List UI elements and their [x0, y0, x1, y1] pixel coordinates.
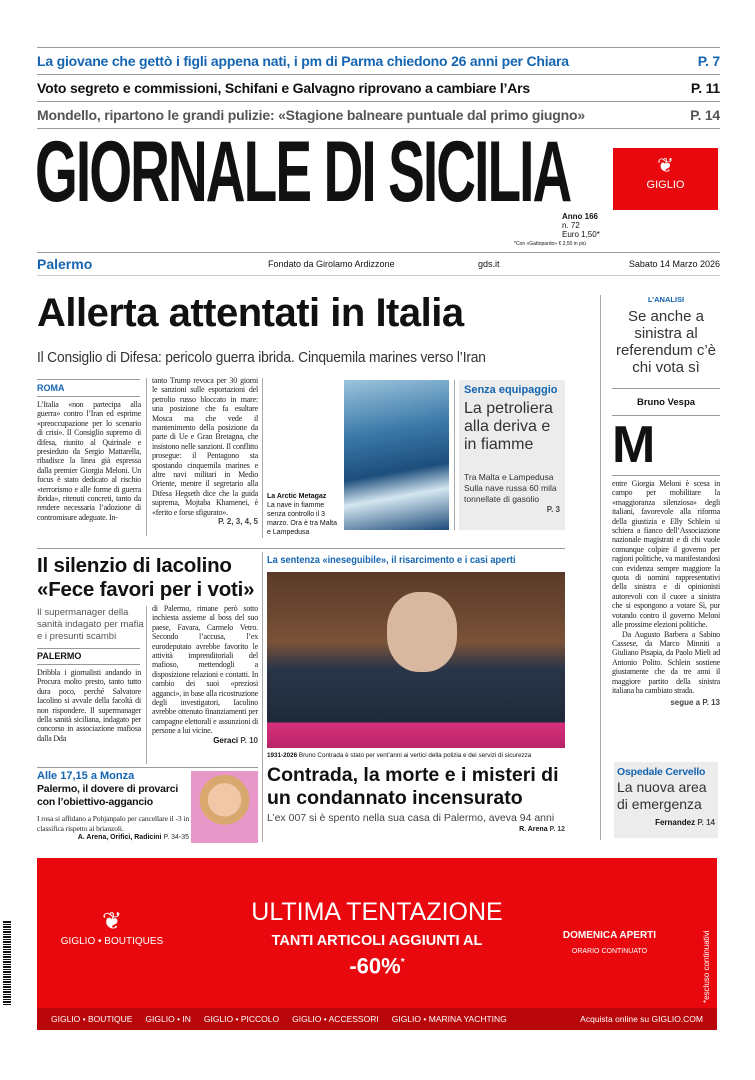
ship-photo[interactable] — [344, 380, 449, 530]
column-divider — [146, 606, 147, 764]
ad-footer: GIGLIO • BOUTIQUE GIGLIO • IN GIGLIO • PICCOLO GIGLIO • ACCESSORI GIGLIO • MARINA YACHTING Acquista online su GIGLIO.COM — [37, 1008, 717, 1030]
analisi-body — [612, 479, 720, 708]
ad-disclaimer: *escluso continuativi — [702, 930, 711, 1003]
column-divider — [600, 295, 601, 840]
iacolino-subhead: Il supermanager della sanità indagato per mafia e i presunti scambi — [37, 607, 144, 642]
giglio-advertisement[interactable] — [37, 858, 717, 1030]
analisi-header[interactable]: L’ANALISI Se anche a sinistra al referendum c’è chi vota sì — [615, 295, 717, 376]
contrada-photo[interactable] — [267, 572, 565, 748]
ad-online-link[interactable]: Acquista online su GIGLIO.COM — [580, 1014, 703, 1024]
edition-city: Palermo — [37, 256, 93, 272]
divider — [37, 767, 258, 768]
iacolino-headline[interactable]: Il silenzio di Iacolino «Fece favori per i voti» — [37, 554, 255, 601]
divider — [612, 475, 720, 476]
divider — [37, 252, 720, 253]
iacolino-text-col1: Dribbla i giornalisti andando in Procura molto presto, tanto tutto dura poco, perché Salvatore Iacolino si avvale della facoltà di non rispondere. Il supermanager della sanità siciliana, indagato per concorso in associazione mafiosa dalla Dda — [37, 668, 141, 743]
divider — [37, 128, 720, 129]
lily-icon: ❦ — [657, 155, 674, 177]
ad-brand: ❦ GIGLIO • BOUTIQUES — [57, 908, 167, 948]
ad-opening: DOMENICA APERTI ORARIO CONTINUATO — [562, 930, 657, 955]
divider — [37, 396, 140, 397]
iacolino-col2-block — [152, 604, 258, 745]
sponsor-logo: ❦ GIGLIO — [613, 148, 718, 210]
lead-pages[interactable]: P. 2, 3, 4, 5 — [218, 517, 258, 527]
divider — [37, 47, 720, 48]
analisi-text-2: Da Augusto Barbera a Sabino Cassese, da Marco Minniti a Giuliano Pisapia, da Paolo Mieli ad Antonio Polito. Schlein sostiene giustamente che da tre anni il maggiore partito della sinistra italiana ha cambiato strada. — [612, 629, 720, 695]
divider — [37, 74, 720, 75]
column-divider — [454, 380, 455, 530]
divider — [37, 648, 140, 649]
player-photo[interactable] — [191, 771, 258, 843]
contrada-caption: 1931-2026 Bruno Contrada è stato per vent’anni ai vertici della polizia e dei servizi di sicurezza — [267, 752, 532, 759]
teaser-text: La giovane che gettò i figli appena nati, i pm di Parma chiedono 26 anni per Chiara — [37, 53, 569, 69]
teaser-text: Mondello, ripartono le grandi pulizie: «Stagione balneare puntuale dal primo giugno» — [37, 107, 585, 123]
dropcap: M — [612, 416, 656, 474]
divider — [37, 101, 720, 102]
analisi-author: Bruno Vespa — [636, 397, 696, 408]
contrada-credit[interactable]: R. Arena P. 12 — [519, 826, 565, 833]
lead-headline[interactable]: Allerta attentati in Italia — [37, 291, 464, 335]
divider — [37, 379, 140, 380]
issue-date: Sabato 14 Marzo 2026 — [628, 259, 720, 269]
lead-col2-block — [152, 376, 258, 527]
contrada-headline[interactable]: Contrada, la morte e i misteri di un condannato incensurato — [267, 764, 559, 809]
ship-caption: La Arctic Metagaz La nave in fiamme senza controllo il 3 marzo. Ora è tra Malta e Lampedusa — [267, 493, 338, 536]
analisi-continue-link[interactable]: segue a P. 13 — [670, 698, 720, 708]
lead-subhead: Il Consiglio di Difesa: pericolo guerra ibrida. Cinquemila marines verso l’Iran — [37, 349, 486, 366]
iacolino-text-col2: di Palermo, rimane però sotto inchiesta assieme al boss del suo paese, Favara, Carmelo Vetro. Secondo l’accusa, l’ex eurodeputato avrebbe favorito le attività imprenditoriali del mafioso, mettendogli a disposizione relazioni e contatti. In cambio dei suoi «preziosi agganci», in base alla ricostruzione degli investigatori, Iacolino avrebbe ottenuto finanziamenti per campagne elettorali e assunzioni di persone a lui vicine. — [152, 604, 258, 736]
lily-icon: ❦ — [101, 908, 123, 935]
teaser-text: Voto segreto e commissioni, Schifani e Galvagno riprovano a cambiare l’Ars — [37, 80, 530, 96]
lead-kicker: ROMA — [37, 383, 65, 393]
ad-main: ULTIMA TENTAZIONE TANTI ARTICOLI AGGIUNTI AL -60%* — [251, 898, 503, 979]
lead-text-col2: tanto Trump revoca per 30 giorni le sanzioni sulle esportazioni del petrolio russo bloccato in mare: una posizione che fa esultare Mosca ma che vede il mantenimento della posizione da parte di Ue e Gran Bretagna, che insistono nelle sanzioni. Il conflitto prosegue: il Pentagono sta spostando cinquemila marines e altre navi militari in Medio Oriente, mentre il segretario alla Difesa Hegseth dice che la guida suprema, Mojtaba Khamenei, è «ferito e forse sfigurato». — [152, 376, 258, 517]
masthead-logo: GIORNALE DI SICILIA — [35, 134, 571, 210]
contrada-subhead: L’ex 007 si è spento nella sua casa di Palermo, aveva 94 anni — [267, 812, 555, 824]
divider — [37, 275, 720, 276]
teaser-3[interactable] — [37, 106, 720, 124]
lead-text-col1: L’Italia «non partecipa alla guerra» contro l’Iran ed esprime «preoccupazione per lo scenario di crisi». Il Consiglio supremo di difesa, riunito al Quirinale e presieduto da Sergio Mattarella, ribadisce la linea già espressa dalla premier Giorgia Meloni. Un focus è stato dedicato al rischio «terrorismo e alle forme di guerra ibrida», ritenuti concreti, tanto da rendere necessaria l’adozione di contromisure adeguate. In- — [37, 400, 141, 522]
column-divider — [262, 552, 263, 842]
teaser-page: P. 14 — [690, 107, 720, 123]
analisi-text: entre Giorgia Meloni è scesa in campo per mobilitare la «maggioranza silenziosa» degli italiani, favorevole alla riforma della giustizia e Elly Schlein si schiera a fianco dell’Associazione nazionale magistrati e di chi vuole comunque colpire il governo per ragioni politiche, va manifestandosi con evidenza sempre maggiore la quota di uomini rappresentativi della sinistra e di opinionisti autorevoli con il cuore a sinistra che si espongono a votare Sì, pur votando contro il governo Meloni alle prossime elezioni politiche. — [612, 479, 720, 630]
cervello-box[interactable]: Ospedale Cervello La nuova area di emergenza Fernandez P. 14 — [614, 762, 718, 838]
teaser-page: P. 7 — [697, 53, 720, 69]
contrada-kicker: La sentenza «ineseguibile», il risarcimento e i casi aperti — [267, 554, 516, 566]
teaser-1[interactable] — [37, 52, 720, 70]
teaser-2[interactable] — [37, 79, 720, 97]
contrada-story — [267, 764, 567, 834]
column-divider — [262, 378, 263, 538]
barcode — [3, 920, 11, 1005]
founder: Fondato da Girolamo Ardizzone — [268, 259, 395, 269]
iacolino-kicker: PALERMO — [37, 651, 82, 661]
divider — [612, 388, 720, 389]
iacolino-credit[interactable]: Geraci P. 10 — [213, 735, 258, 745]
issue-info: Anno 166 n. 72 Euro 1,50* — [562, 212, 600, 239]
teaser-page: P. 11 — [690, 80, 720, 96]
website-link[interactable]: gds.it — [478, 259, 500, 269]
price-note: *Con «Gattopardo» € 2,50 in più — [514, 241, 586, 247]
divider — [37, 664, 140, 665]
ship-box[interactable]: Senza equipaggio La petroliera alla deriva e in fiamme Tra Malta e Lampedusa Sulla nave russa 60 mila tonnellate di gasolio P. 3 — [459, 380, 565, 530]
divider — [37, 548, 565, 549]
column-divider — [146, 378, 147, 536]
monza-story[interactable]: Alle 17,15 a Monza Palermo, il dovere di provarci con l’obiettivo-aggancio I rosa si affidano a Pohjanpalo per cancellare il -3 in classifica rispetto ai brianzoli. A. Arena, Orifici, Radicini P. 34-35 — [37, 770, 189, 841]
